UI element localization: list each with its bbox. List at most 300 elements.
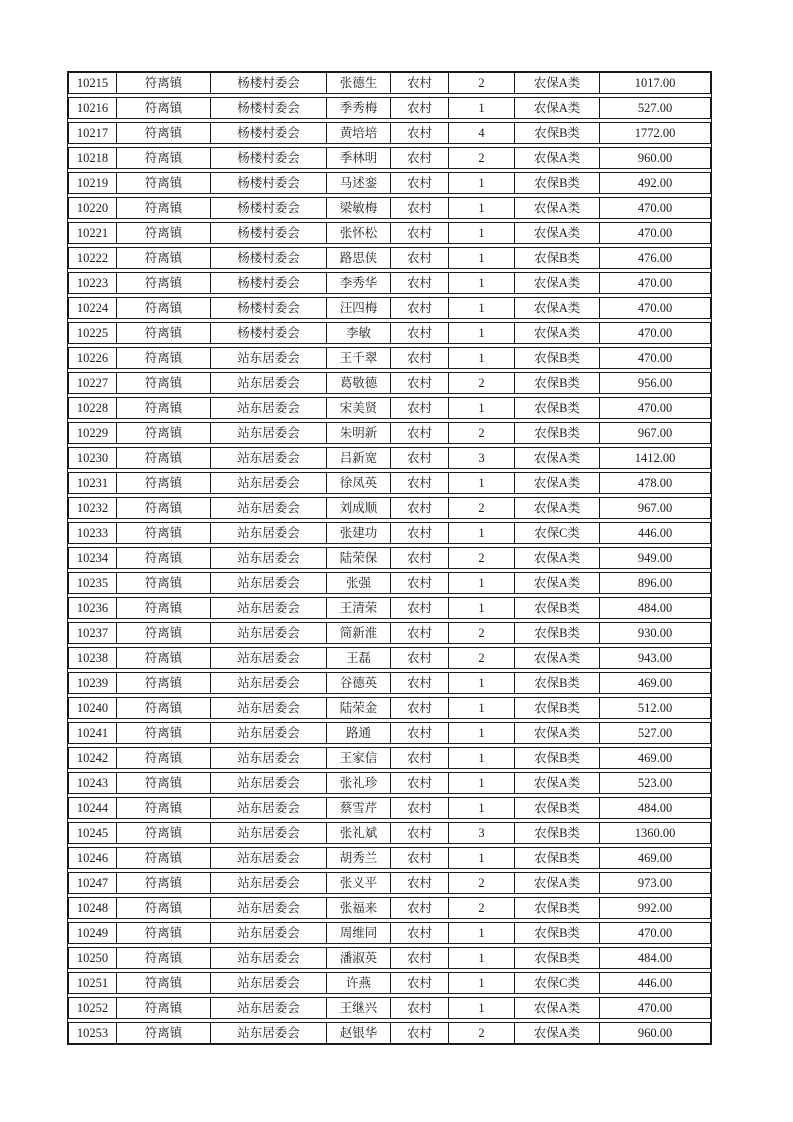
cell-town: 符离镇 bbox=[117, 148, 211, 168]
table-row bbox=[68, 697, 711, 719]
table-row bbox=[68, 572, 711, 594]
cell-name: 王千翠 bbox=[327, 348, 391, 368]
cell-insurance-type: 农保B类 bbox=[515, 673, 600, 693]
cell-town: 符离镇 bbox=[117, 198, 211, 218]
cell-amount: 469.00 bbox=[637, 675, 673, 690]
cell-name: 张建功 bbox=[327, 523, 391, 543]
cell-amount: 949.00 bbox=[637, 550, 673, 565]
cell-town: 符离镇 bbox=[117, 848, 211, 868]
cell-town: 符离镇 bbox=[117, 673, 211, 693]
cell-count: 1 bbox=[449, 248, 515, 268]
cell-town: 符离镇 bbox=[117, 598, 211, 618]
cell-category: 农村 bbox=[391, 523, 449, 543]
cell-committee: 杨楼村委会 bbox=[211, 323, 327, 343]
cell-record-id: 10244 bbox=[69, 798, 117, 818]
cell-category: 农村 bbox=[391, 698, 449, 718]
cell-insurance-type: 农保B类 bbox=[515, 248, 600, 268]
table-row bbox=[68, 72, 711, 94]
cell-town: 符离镇 bbox=[117, 273, 211, 293]
cell-record-id: 10218 bbox=[69, 148, 117, 168]
cell-amount: 930.00 bbox=[637, 625, 673, 640]
cell-committee: 杨楼村委会 bbox=[211, 248, 327, 268]
cell-amount: 960.00 bbox=[637, 1025, 673, 1040]
table-row bbox=[68, 597, 711, 619]
cell-category: 农村 bbox=[391, 848, 449, 868]
cell-count: 1 bbox=[449, 98, 515, 118]
cell-count: 1 bbox=[449, 748, 515, 768]
cell-record-id: 10238 bbox=[69, 648, 117, 668]
cell-category: 农村 bbox=[391, 73, 449, 93]
cell-name: 李敏 bbox=[327, 323, 391, 343]
cell-count: 1 bbox=[449, 523, 515, 543]
cell-count: 1 bbox=[449, 598, 515, 618]
cell-record-id: 10221 bbox=[69, 223, 117, 243]
table-row bbox=[68, 647, 711, 669]
cell-record-id: 10229 bbox=[69, 423, 117, 443]
cell-count: 2 bbox=[449, 1023, 515, 1043]
cell-amount: 478.00 bbox=[637, 475, 673, 490]
cell-amount: 960.00 bbox=[637, 150, 673, 165]
table-row bbox=[68, 797, 711, 819]
cell-amount: 527.00 bbox=[637, 100, 673, 115]
cell-amount: 470.00 bbox=[637, 225, 673, 240]
cell-amount: 446.00 bbox=[637, 525, 673, 540]
cell-insurance-type: 农保A类 bbox=[515, 448, 600, 468]
cell-name: 徐凤英 bbox=[327, 473, 391, 493]
cell-insurance-type: 农保A类 bbox=[515, 548, 600, 568]
cell-count: 2 bbox=[449, 423, 515, 443]
cell-insurance-type: 农保A类 bbox=[515, 873, 600, 893]
cell-insurance-type: 农保B类 bbox=[515, 798, 600, 818]
cell-count: 1 bbox=[449, 798, 515, 818]
cell-committee: 站东居委会 bbox=[211, 798, 327, 818]
table-row bbox=[68, 1022, 711, 1044]
cell-insurance-type: 农保A类 bbox=[515, 998, 600, 1018]
cell-committee: 站东居委会 bbox=[211, 523, 327, 543]
cell-category: 农村 bbox=[391, 623, 449, 643]
cell-category: 农村 bbox=[391, 648, 449, 668]
cell-town: 符离镇 bbox=[117, 248, 211, 268]
table-row bbox=[68, 897, 711, 919]
cell-town: 符离镇 bbox=[117, 798, 211, 818]
cell-category: 农村 bbox=[391, 898, 449, 918]
cell-amount: 492.00 bbox=[637, 175, 673, 190]
cell-count: 1 bbox=[449, 848, 515, 868]
cell-insurance-type: 农保B类 bbox=[515, 948, 600, 968]
cell-committee: 杨楼村委会 bbox=[211, 98, 327, 118]
cell-count: 2 bbox=[449, 648, 515, 668]
cell-committee: 站东居委会 bbox=[211, 748, 327, 768]
cell-count: 1 bbox=[449, 923, 515, 943]
cell-category: 农村 bbox=[391, 573, 449, 593]
cell-committee: 站东居委会 bbox=[211, 423, 327, 443]
cell-record-id: 10242 bbox=[69, 748, 117, 768]
cell-count: 2 bbox=[449, 548, 515, 568]
cell-category: 农村 bbox=[391, 748, 449, 768]
table-row bbox=[68, 747, 711, 769]
cell-insurance-type: 农保B类 bbox=[515, 398, 600, 418]
cell-amount: 1360.00 bbox=[634, 825, 676, 840]
cell-committee: 站东居委会 bbox=[211, 373, 327, 393]
cell-name: 梁敏梅 bbox=[327, 198, 391, 218]
cell-name: 陆荣保 bbox=[327, 548, 391, 568]
cell-category: 农村 bbox=[391, 823, 449, 843]
table-row bbox=[68, 372, 711, 394]
cell-count: 2 bbox=[449, 873, 515, 893]
cell-town: 符离镇 bbox=[117, 448, 211, 468]
cell-amount: 470.00 bbox=[637, 300, 673, 315]
cell-category: 农村 bbox=[391, 173, 449, 193]
cell-town: 符离镇 bbox=[117, 298, 211, 318]
cell-town: 符离镇 bbox=[117, 173, 211, 193]
table-row bbox=[68, 472, 711, 494]
cell-name: 胡秀兰 bbox=[327, 848, 391, 868]
cell-count: 1 bbox=[449, 323, 515, 343]
cell-committee: 站东居委会 bbox=[211, 998, 327, 1018]
cell-insurance-type: 农保B类 bbox=[515, 898, 600, 918]
cell-committee: 站东居委会 bbox=[211, 623, 327, 643]
cell-committee: 站东居委会 bbox=[211, 1023, 327, 1043]
cell-record-id: 10224 bbox=[69, 298, 117, 318]
cell-record-id: 10237 bbox=[69, 623, 117, 643]
cell-name: 李秀华 bbox=[327, 273, 391, 293]
table-row bbox=[68, 347, 711, 369]
cell-insurance-type: 农保A类 bbox=[515, 73, 600, 93]
cell-town: 符离镇 bbox=[117, 748, 211, 768]
cell-count: 1 bbox=[449, 573, 515, 593]
cell-amount: 484.00 bbox=[637, 600, 673, 615]
cell-amount: 484.00 bbox=[637, 800, 673, 815]
cell-insurance-type: 农保B类 bbox=[515, 698, 600, 718]
cell-insurance-type: 农保A类 bbox=[515, 273, 600, 293]
table-row bbox=[68, 497, 711, 519]
cell-insurance-type: 农保A类 bbox=[515, 223, 600, 243]
cell-insurance-type: 农保A类 bbox=[515, 298, 600, 318]
cell-amount: 1772.00 bbox=[634, 125, 676, 140]
cell-name: 刘成顺 bbox=[327, 498, 391, 518]
cell-amount: 470.00 bbox=[637, 1000, 673, 1015]
cell-record-id: 10217 bbox=[69, 123, 117, 143]
cell-insurance-type: 农保A类 bbox=[515, 98, 600, 118]
cell-town: 符离镇 bbox=[117, 498, 211, 518]
cell-record-id: 10216 bbox=[69, 98, 117, 118]
cell-insurance-type: 农保B类 bbox=[515, 348, 600, 368]
cell-amount: 512.00 bbox=[637, 700, 673, 715]
cell-amount: 967.00 bbox=[637, 500, 673, 515]
cell-town: 符离镇 bbox=[117, 1023, 211, 1043]
table-row bbox=[68, 722, 711, 744]
cell-town: 符离镇 bbox=[117, 373, 211, 393]
cell-amount: 476.00 bbox=[637, 250, 673, 265]
cell-name: 张德生 bbox=[327, 73, 391, 93]
cell-category: 农村 bbox=[391, 448, 449, 468]
cell-name: 周维同 bbox=[327, 923, 391, 943]
cell-town: 符离镇 bbox=[117, 998, 211, 1018]
cell-town: 符离镇 bbox=[117, 423, 211, 443]
cell-record-id: 10227 bbox=[69, 373, 117, 393]
table-row bbox=[68, 297, 711, 319]
cell-amount: 446.00 bbox=[637, 975, 673, 990]
cell-town: 符离镇 bbox=[117, 523, 211, 543]
cell-count: 1 bbox=[449, 948, 515, 968]
cell-amount: 1412.00 bbox=[634, 450, 676, 465]
cell-committee: 站东居委会 bbox=[211, 823, 327, 843]
cell-count: 1 bbox=[449, 198, 515, 218]
cell-category: 农村 bbox=[391, 998, 449, 1018]
cell-insurance-type: 农保B类 bbox=[515, 923, 600, 943]
cell-name: 路通 bbox=[327, 723, 391, 743]
cell-amount: 470.00 bbox=[637, 925, 673, 940]
cell-name: 王清荣 bbox=[327, 598, 391, 618]
cell-amount: 967.00 bbox=[637, 425, 673, 440]
cell-category: 农村 bbox=[391, 723, 449, 743]
table-row bbox=[68, 772, 711, 794]
cell-amount: 470.00 bbox=[637, 275, 673, 290]
cell-record-id: 10243 bbox=[69, 773, 117, 793]
cell-name: 张福来 bbox=[327, 898, 391, 918]
cell-committee: 站东居委会 bbox=[211, 398, 327, 418]
table-row bbox=[68, 147, 711, 169]
cell-town: 符离镇 bbox=[117, 923, 211, 943]
cell-count: 1 bbox=[449, 223, 515, 243]
cell-amount: 956.00 bbox=[637, 375, 673, 390]
cell-category: 农村 bbox=[391, 248, 449, 268]
cell-amount: 992.00 bbox=[637, 900, 673, 915]
cell-town: 符离镇 bbox=[117, 723, 211, 743]
cell-count: 1 bbox=[449, 973, 515, 993]
cell-record-id: 10232 bbox=[69, 498, 117, 518]
cell-category: 农村 bbox=[391, 148, 449, 168]
cell-count: 3 bbox=[449, 448, 515, 468]
cell-name: 潘淑英 bbox=[327, 948, 391, 968]
cell-town: 符离镇 bbox=[117, 223, 211, 243]
cell-amount: 470.00 bbox=[637, 200, 673, 215]
cell-record-id: 10253 bbox=[69, 1023, 117, 1043]
cell-committee: 杨楼村委会 bbox=[211, 123, 327, 143]
cell-town: 符离镇 bbox=[117, 398, 211, 418]
cell-record-id: 10220 bbox=[69, 198, 117, 218]
cell-committee: 站东居委会 bbox=[211, 673, 327, 693]
table-row bbox=[68, 672, 711, 694]
cell-record-id: 10222 bbox=[69, 248, 117, 268]
records-table bbox=[67, 71, 712, 1045]
cell-category: 农村 bbox=[391, 348, 449, 368]
cell-insurance-type: 农保A类 bbox=[515, 573, 600, 593]
cell-insurance-type: 农保A类 bbox=[515, 473, 600, 493]
cell-committee: 杨楼村委会 bbox=[211, 223, 327, 243]
cell-name: 黄培培 bbox=[327, 123, 391, 143]
table-row bbox=[68, 922, 711, 944]
cell-record-id: 10251 bbox=[69, 973, 117, 993]
cell-category: 农村 bbox=[391, 873, 449, 893]
cell-insurance-type: 农保A类 bbox=[515, 198, 600, 218]
table-row bbox=[68, 247, 711, 269]
cell-count: 1 bbox=[449, 723, 515, 743]
cell-name: 张礼斌 bbox=[327, 823, 391, 843]
cell-town: 符离镇 bbox=[117, 898, 211, 918]
table-row bbox=[68, 122, 711, 144]
cell-town: 符离镇 bbox=[117, 973, 211, 993]
cell-name: 马述銮 bbox=[327, 173, 391, 193]
cell-amount: 469.00 bbox=[637, 750, 673, 765]
cell-town: 符离镇 bbox=[117, 473, 211, 493]
cell-name: 张怀松 bbox=[327, 223, 391, 243]
cell-category: 农村 bbox=[391, 473, 449, 493]
table-row bbox=[68, 222, 711, 244]
cell-category: 农村 bbox=[391, 923, 449, 943]
cell-name: 宋美贤 bbox=[327, 398, 391, 418]
cell-committee: 杨楼村委会 bbox=[211, 298, 327, 318]
cell-category: 农村 bbox=[391, 223, 449, 243]
cell-record-id: 10250 bbox=[69, 948, 117, 968]
cell-record-id: 10247 bbox=[69, 873, 117, 893]
cell-committee: 站东居委会 bbox=[211, 723, 327, 743]
cell-name: 谷德英 bbox=[327, 673, 391, 693]
cell-category: 农村 bbox=[391, 323, 449, 343]
table-row bbox=[68, 972, 711, 994]
cell-count: 2 bbox=[449, 898, 515, 918]
cell-count: 2 bbox=[449, 498, 515, 518]
cell-name: 汪四梅 bbox=[327, 298, 391, 318]
cell-insurance-type: 农保A类 bbox=[515, 1023, 600, 1043]
cell-insurance-type: 农保B类 bbox=[515, 848, 600, 868]
cell-name: 葛敬德 bbox=[327, 373, 391, 393]
cell-name: 张义平 bbox=[327, 873, 391, 893]
cell-count: 1 bbox=[449, 673, 515, 693]
cell-committee: 站东居委会 bbox=[211, 348, 327, 368]
cell-count: 3 bbox=[449, 823, 515, 843]
cell-amount: 973.00 bbox=[637, 875, 673, 890]
cell-category: 农村 bbox=[391, 273, 449, 293]
cell-committee: 杨楼村委会 bbox=[211, 198, 327, 218]
cell-category: 农村 bbox=[391, 98, 449, 118]
cell-committee: 站东居委会 bbox=[211, 948, 327, 968]
cell-name: 王家信 bbox=[327, 748, 391, 768]
cell-insurance-type: 农保A类 bbox=[515, 723, 600, 743]
table-row bbox=[68, 272, 711, 294]
cell-category: 农村 bbox=[391, 598, 449, 618]
table-row bbox=[68, 997, 711, 1019]
cell-town: 符离镇 bbox=[117, 123, 211, 143]
cell-committee: 站东居委会 bbox=[211, 548, 327, 568]
table-row bbox=[68, 447, 711, 469]
cell-category: 农村 bbox=[391, 1023, 449, 1043]
cell-category: 农村 bbox=[391, 673, 449, 693]
cell-name: 陆荣金 bbox=[327, 698, 391, 718]
table-row bbox=[68, 522, 711, 544]
cell-town: 符离镇 bbox=[117, 873, 211, 893]
cell-count: 1 bbox=[449, 698, 515, 718]
cell-insurance-type: 农保B类 bbox=[515, 748, 600, 768]
cell-category: 农村 bbox=[391, 373, 449, 393]
cell-insurance-type: 农保A类 bbox=[515, 148, 600, 168]
cell-amount: 1017.00 bbox=[634, 75, 676, 90]
cell-name: 吕新宽 bbox=[327, 448, 391, 468]
cell-category: 农村 bbox=[391, 773, 449, 793]
cell-amount: 896.00 bbox=[637, 575, 673, 590]
cell-record-id: 10228 bbox=[69, 398, 117, 418]
cell-record-id: 10234 bbox=[69, 548, 117, 568]
cell-name: 张礼珍 bbox=[327, 773, 391, 793]
cell-insurance-type: 农保C类 bbox=[515, 523, 600, 543]
cell-record-id: 10230 bbox=[69, 448, 117, 468]
cell-record-id: 10219 bbox=[69, 173, 117, 193]
cell-count: 1 bbox=[449, 273, 515, 293]
table-row bbox=[68, 847, 711, 869]
cell-town: 符离镇 bbox=[117, 323, 211, 343]
cell-committee: 杨楼村委会 bbox=[211, 73, 327, 93]
cell-count: 2 bbox=[449, 148, 515, 168]
cell-insurance-type: 农保A类 bbox=[515, 773, 600, 793]
cell-amount: 523.00 bbox=[637, 775, 673, 790]
cell-name: 简新淮 bbox=[327, 623, 391, 643]
cell-category: 农村 bbox=[391, 198, 449, 218]
cell-name: 朱明新 bbox=[327, 423, 391, 443]
cell-insurance-type: 农保A类 bbox=[515, 323, 600, 343]
cell-insurance-type: 农保A类 bbox=[515, 498, 600, 518]
cell-record-id: 10239 bbox=[69, 673, 117, 693]
cell-count: 4 bbox=[449, 123, 515, 143]
cell-committee: 站东居委会 bbox=[211, 898, 327, 918]
cell-town: 符离镇 bbox=[117, 948, 211, 968]
cell-name: 王继兴 bbox=[327, 998, 391, 1018]
cell-count: 1 bbox=[449, 348, 515, 368]
cell-record-id: 10231 bbox=[69, 473, 117, 493]
cell-committee: 杨楼村委会 bbox=[211, 148, 327, 168]
cell-record-id: 10215 bbox=[69, 73, 117, 93]
table-row bbox=[68, 197, 711, 219]
cell-committee: 站东居委会 bbox=[211, 873, 327, 893]
cell-amount: 484.00 bbox=[637, 950, 673, 965]
cell-committee: 站东居委会 bbox=[211, 848, 327, 868]
cell-category: 农村 bbox=[391, 423, 449, 443]
cell-town: 符离镇 bbox=[117, 98, 211, 118]
cell-name: 蔡雪芹 bbox=[327, 798, 391, 818]
cell-town: 符离镇 bbox=[117, 548, 211, 568]
cell-amount: 470.00 bbox=[637, 325, 673, 340]
cell-committee: 站东居委会 bbox=[211, 598, 327, 618]
cell-count: 1 bbox=[449, 998, 515, 1018]
cell-insurance-type: 农保C类 bbox=[515, 973, 600, 993]
cell-count: 1 bbox=[449, 773, 515, 793]
cell-name: 赵银华 bbox=[327, 1023, 391, 1043]
cell-amount: 470.00 bbox=[637, 400, 673, 415]
table-row bbox=[68, 422, 711, 444]
cell-count: 1 bbox=[449, 173, 515, 193]
table-row bbox=[68, 322, 711, 344]
cell-insurance-type: 农保B类 bbox=[515, 123, 600, 143]
cell-insurance-type: 农保B类 bbox=[515, 373, 600, 393]
cell-insurance-type: 农保B类 bbox=[515, 598, 600, 618]
cell-committee: 站东居委会 bbox=[211, 923, 327, 943]
cell-town: 符离镇 bbox=[117, 73, 211, 93]
table-row bbox=[68, 872, 711, 894]
cell-town: 符离镇 bbox=[117, 648, 211, 668]
table-row bbox=[68, 397, 711, 419]
cell-category: 农村 bbox=[391, 298, 449, 318]
cell-count: 2 bbox=[449, 373, 515, 393]
cell-record-id: 10223 bbox=[69, 273, 117, 293]
cell-town: 符离镇 bbox=[117, 623, 211, 643]
cell-name: 王磊 bbox=[327, 648, 391, 668]
cell-amount: 527.00 bbox=[637, 725, 673, 740]
cell-committee: 站东居委会 bbox=[211, 473, 327, 493]
cell-category: 农村 bbox=[391, 548, 449, 568]
cell-category: 农村 bbox=[391, 498, 449, 518]
cell-name: 路思侠 bbox=[327, 248, 391, 268]
cell-committee: 站东居委会 bbox=[211, 773, 327, 793]
cell-committee: 站东居委会 bbox=[211, 448, 327, 468]
